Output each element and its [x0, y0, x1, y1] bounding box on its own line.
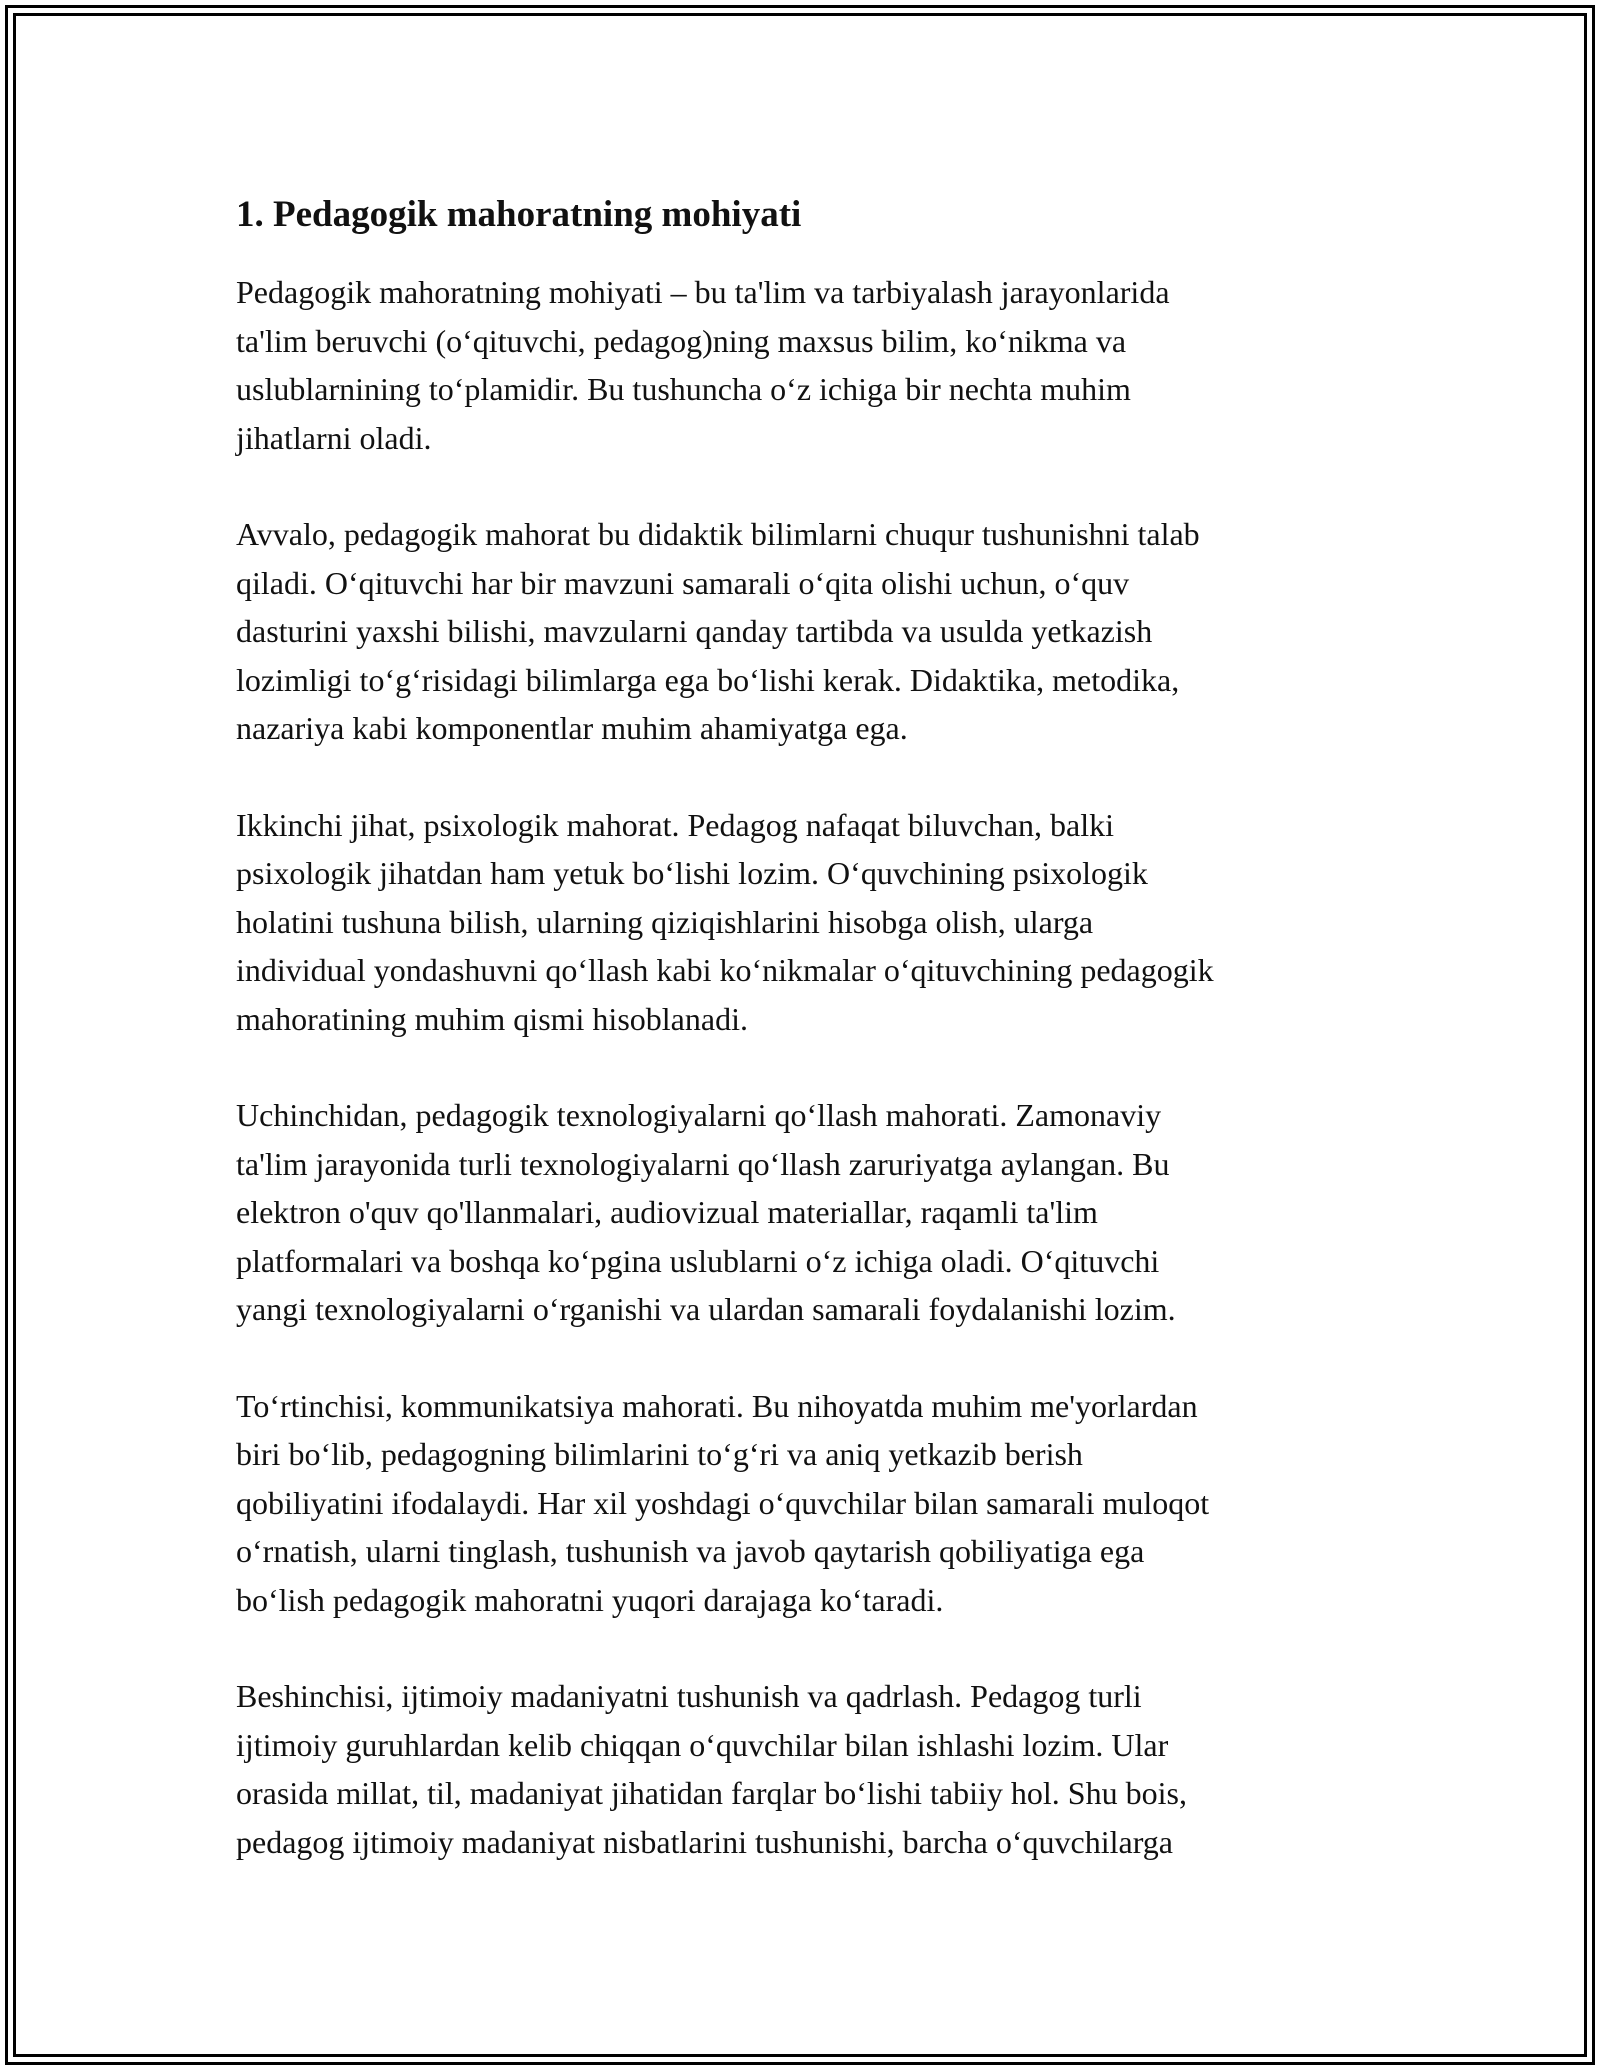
paragraph-5: To‘rtinchisi, kommunikatsiya mahorati. Bu nihoyatda muhim me'yorlardan biri bo‘lib, pedagogning bilimlarini to‘g‘ri va aniq yetkazib berish qobiliyatini ifodalaydi. Har xil yoshdagi o‘quvchilar bilan samarali muloqot o‘rnatish, ularni tinglash, tushunish va javob qaytarish qobiliyatiga ega bo‘lish pedagogik mahoratni yuqori darajaga ko‘taradi. [236, 1387, 1210, 1618]
document-body [236, 186, 1366, 1914]
paragraph-6: Beshinchisi, ijtimoiy madaniyatni tushunish va qadrlash. Pedagog turli ijtimoiy guruhlardan kelib chiqqan o‘quvchilar bilan ishlashi lozim. Ular orasida millat, til, madaniyat jihatidan farqlar bo‘lishi tabiiy hol. Shu bois, pedagog ijtimoiy madaniyat nisbatlarini tushunishi, barcha o‘quvchilarga [236, 1678, 1187, 1860]
paragraph-2: Avvalo, pedagogik mahorat bu didaktik bilimlarni chuqur tushunishni talab qiladi. O‘qituvchi har bir mavzuni samarali o‘qita olishi uchun, o‘quv dasturini yaxshi bilishi, mavzularni qanday tartibda va usulda yetkazish lozimligi to‘g‘risidagi bilimlarga ega bo‘lishi kerak. Didaktika, metodika, nazariya kabi komponentlar muhim ahamiyatga ega. [236, 516, 1200, 746]
paragraph-1: Pedagogik mahoratning mohiyati – bu ta'lim va tarbiyalash jarayonlarida ta'lim beruvchi (o‘qituvchi, pedagog)ning maxsus bilim, ko‘nikma va uslublarnining to‘plamidir. Bu tushuncha o‘z ichiga bir nechta muhim jihatlarni oladi. [236, 274, 1170, 456]
paragraph-4: Uchinchidan, pedagogik texnologiyalarni qo‘llash mahorati. Zamonaviy ta'lim jarayonida turli texnologiyalarni qo‘llash zaruriyatga aylangan. Bu elektron o'quv qo'llanmalari, audiovizual materiallar, raqamli ta'lim platformalari va boshqa ko‘pgina uslublarni o‘z ichiga oladi. O‘qituvchi yangi texnologiyalarni o‘rganishi va ulardan samarali foydalanishi lozim. [236, 1097, 1176, 1327]
section-heading: 1. Pedagogik mahoratning mohiyati [236, 194, 802, 235]
paragraph-3: Ikkinchi jihat, psixologik mahorat. Pedagog nafaqat biluvchan, balki psixologik jihatdan ham yetuk bo‘lishi lozim. O‘quvchining psixologik holatini tushuna bilish, ularning qiziqishlarini hisobga olish, ularga individual yondashuvni qo‘llash kabi ko‘nikmalar o‘qituvchining pedagogik mahoratining muhim qismi hisoblanadi. [236, 806, 1214, 1037]
